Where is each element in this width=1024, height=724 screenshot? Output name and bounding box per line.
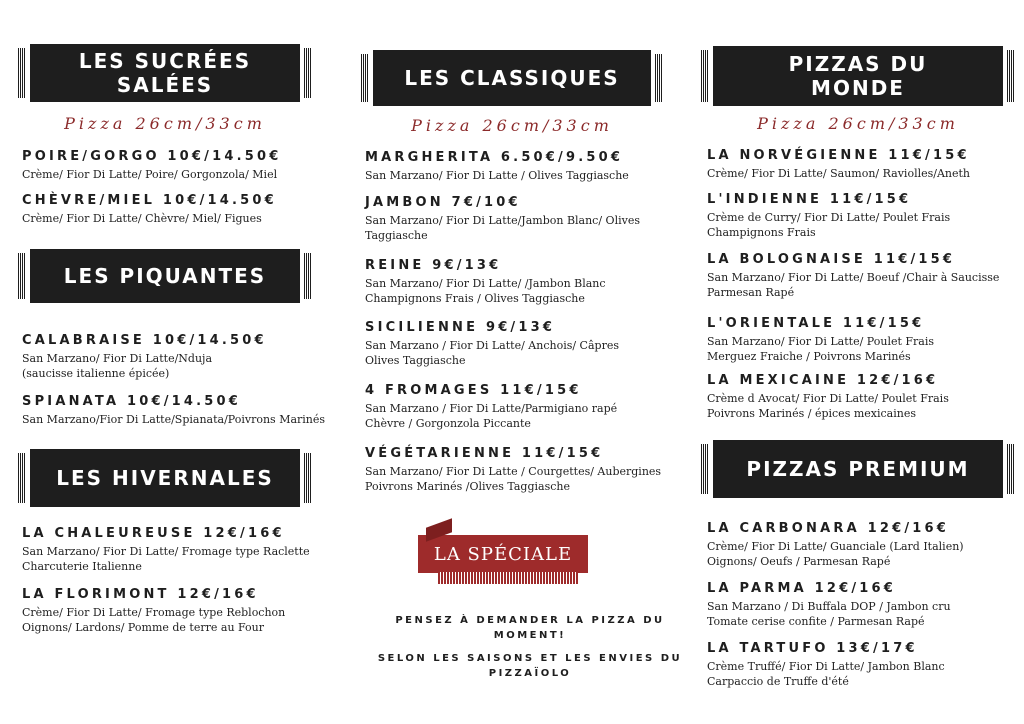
menu-item [707, 192, 977, 240]
section-banner-hivernales [30, 449, 300, 507]
item-name: MARGHERITA 6.50€/9.50€ [365, 150, 624, 165]
speciale-line-1: PENSEZ À DEMANDER LA PIZZA DU MOMENT! [395, 615, 665, 641]
item-description: Crème d Avocat/ Fior Di Latte/ Poulet Frais Poivrons Marinés / épices mexicaines [707, 392, 949, 420]
item-name: JAMBON 7€/10€ [365, 195, 521, 210]
speciale-ribbon [438, 572, 578, 584]
section-banner-monde [713, 46, 1003, 106]
section-banner-classiques [373, 50, 651, 106]
item-name: LA MEXICAINE 12€/16€ [707, 373, 939, 388]
item-name: LA CHALEUREUSE 12€/16€ [22, 526, 285, 541]
item-description: San Marzano/Fior Di Latte/Spianata/Poivrons Marinés [22, 413, 326, 426]
section-banner-piquantes [30, 249, 300, 303]
item-description: San Marzano/ Fior Di Latte/ /Jambon Blanc Champignons Frais / Olives Taggiasche [365, 277, 606, 305]
item-name: CALABRAISE 10€/14.50€ [22, 333, 267, 348]
item-name: SICILIENNE 9€/13€ [365, 320, 556, 335]
section-title: PIZZAS DU MONDE [788, 52, 928, 100]
menu-item [22, 333, 267, 381]
menu-item [365, 150, 665, 183]
item-name: LA CARBONARA 12€/16€ [707, 521, 950, 536]
item-name: 4 FROMAGES 11€/15€ [365, 383, 582, 398]
section-title: PIZZAS PREMIUM [746, 457, 970, 481]
item-name: CHÈVRE/MIEL 10€/14.50€ [22, 193, 277, 208]
item-name: LA PARMA 12€/16€ [707, 581, 897, 596]
section-banner-premium [713, 440, 1003, 498]
item-description: San Marzano/ Fior Di Latte / Courgettes/ Aubergines Poivrons Marinés /Olives Taggiasche [365, 465, 662, 493]
speciale-banner [418, 535, 588, 573]
item-name: POIRE/GORGO 10€/14.50€ [22, 149, 282, 164]
menu-item [707, 373, 977, 421]
item-description: San Marzano/ Fior Di Latte/ Poulet Frais Merguez Fraiche / Poivrons Marinés [707, 335, 935, 363]
menu-item [22, 149, 342, 182]
menu-item [707, 641, 977, 689]
speciale-title: LA SPÉCIALE [433, 543, 573, 565]
item-description: Crème/ Fior Di Latte/ Fromage type Reblochon Oignons/ Lardons/ Pomme de terre au Four [22, 606, 286, 634]
menu-item [707, 316, 967, 364]
item-description: Crème/ Fior Di Latte/ Guanciale (Lard Italien) Oignons/ Oeufs / Parmesan Rapé [707, 540, 964, 568]
item-description: San Marzano/ Fior Di Latte/Nduja (saucisse italienne épicée) [22, 352, 213, 380]
item-description: San Marzano/ Fior Di Latte/ Boeuf /Chair à Saucisse Parmesan Rapé [707, 271, 1000, 299]
section-subtitle: Pizza 26cm/33cm [411, 116, 613, 135]
item-description: San Marzano / Fior Di Latte/Parmigiano rapé Chèvre / Gorgonzola Piccante [365, 402, 618, 430]
menu-item [365, 446, 665, 494]
item-description: Crème de Curry/ Fior Di Latte/ Poulet Frais Champignons Frais [707, 211, 951, 239]
section-banner-sucrees [30, 44, 300, 102]
section-title: LES PIQUANTES [63, 264, 267, 288]
item-description: Crème/ Fior Di Latte/ Saumon/ Raviolles/Aneth [707, 167, 971, 180]
menu-item [707, 581, 977, 629]
item-name: LA BOLOGNAISE 11€/15€ [707, 252, 956, 267]
menu-item [707, 252, 1012, 300]
menu-item [22, 526, 332, 574]
item-name: LA NORVÉGIENNE 11€/15€ [707, 148, 970, 163]
menu-item [22, 193, 342, 226]
item-description: San Marzano / Fior Di Latte/ Anchois/ Câpres Olives Taggiasche [365, 339, 619, 367]
section-title: LES SUCRÉES SALÉES [78, 49, 252, 97]
menu-item [365, 195, 655, 243]
item-name: LA FLORIMONT 12€/16€ [22, 587, 259, 602]
item-name: L'ORIENTALE 11€/15€ [707, 316, 925, 331]
item-description: Crème Truffé/ Fior Di Latte/ Jambon Blanc Carpaccio de Truffe d'été [707, 660, 945, 688]
speciale-line-2: SELON LES SAISONS ET LES ENVIES DU PIZZAÏOLO [377, 653, 683, 679]
item-description: San Marzano/ Fior Di Latte / Olives Taggiasche [365, 169, 629, 182]
section-title: LES HIVERNALES [56, 466, 274, 490]
menu-item [365, 383, 635, 431]
item-name: LA TARTUFO 13€/17€ [707, 641, 918, 656]
item-name: L'INDIENNE 11€/15€ [707, 192, 912, 207]
section-subtitle: Pizza 26cm/33cm [757, 114, 959, 133]
item-description: San Marzano/ Fior Di Latte/ Fromage type Raclette Charcuterie Italienne [22, 545, 310, 573]
item-description: Crème/ Fior Di Latte/ Chèvre/ Miel/ Figues [22, 212, 262, 225]
menu-item [707, 521, 987, 569]
menu-item [22, 587, 332, 635]
menu-item [707, 148, 1007, 181]
menu-item [365, 258, 625, 306]
section-subtitle: Pizza 26cm/33cm [64, 114, 266, 133]
menu-item [22, 394, 342, 427]
item-name: VÉGÉTARIENNE 11€/15€ [365, 446, 604, 461]
item-name: REINE 9€/13€ [365, 258, 502, 273]
item-description: San Marzano / Di Buffala DOP / Jambon cru Tomate cerise confite / Parmesan Rapé [707, 600, 951, 628]
item-description: San Marzano/ Fior Di Latte/Jambon Blanc/ Olives Taggiasche [365, 214, 640, 242]
item-description: Crème/ Fior Di Latte/ Poire/ Gorgonzola/ Miel [22, 168, 278, 181]
section-title: LES CLASSIQUES [404, 66, 620, 90]
menu-item [365, 320, 635, 368]
item-name: SPIANATA 10€/14.50€ [22, 394, 242, 409]
